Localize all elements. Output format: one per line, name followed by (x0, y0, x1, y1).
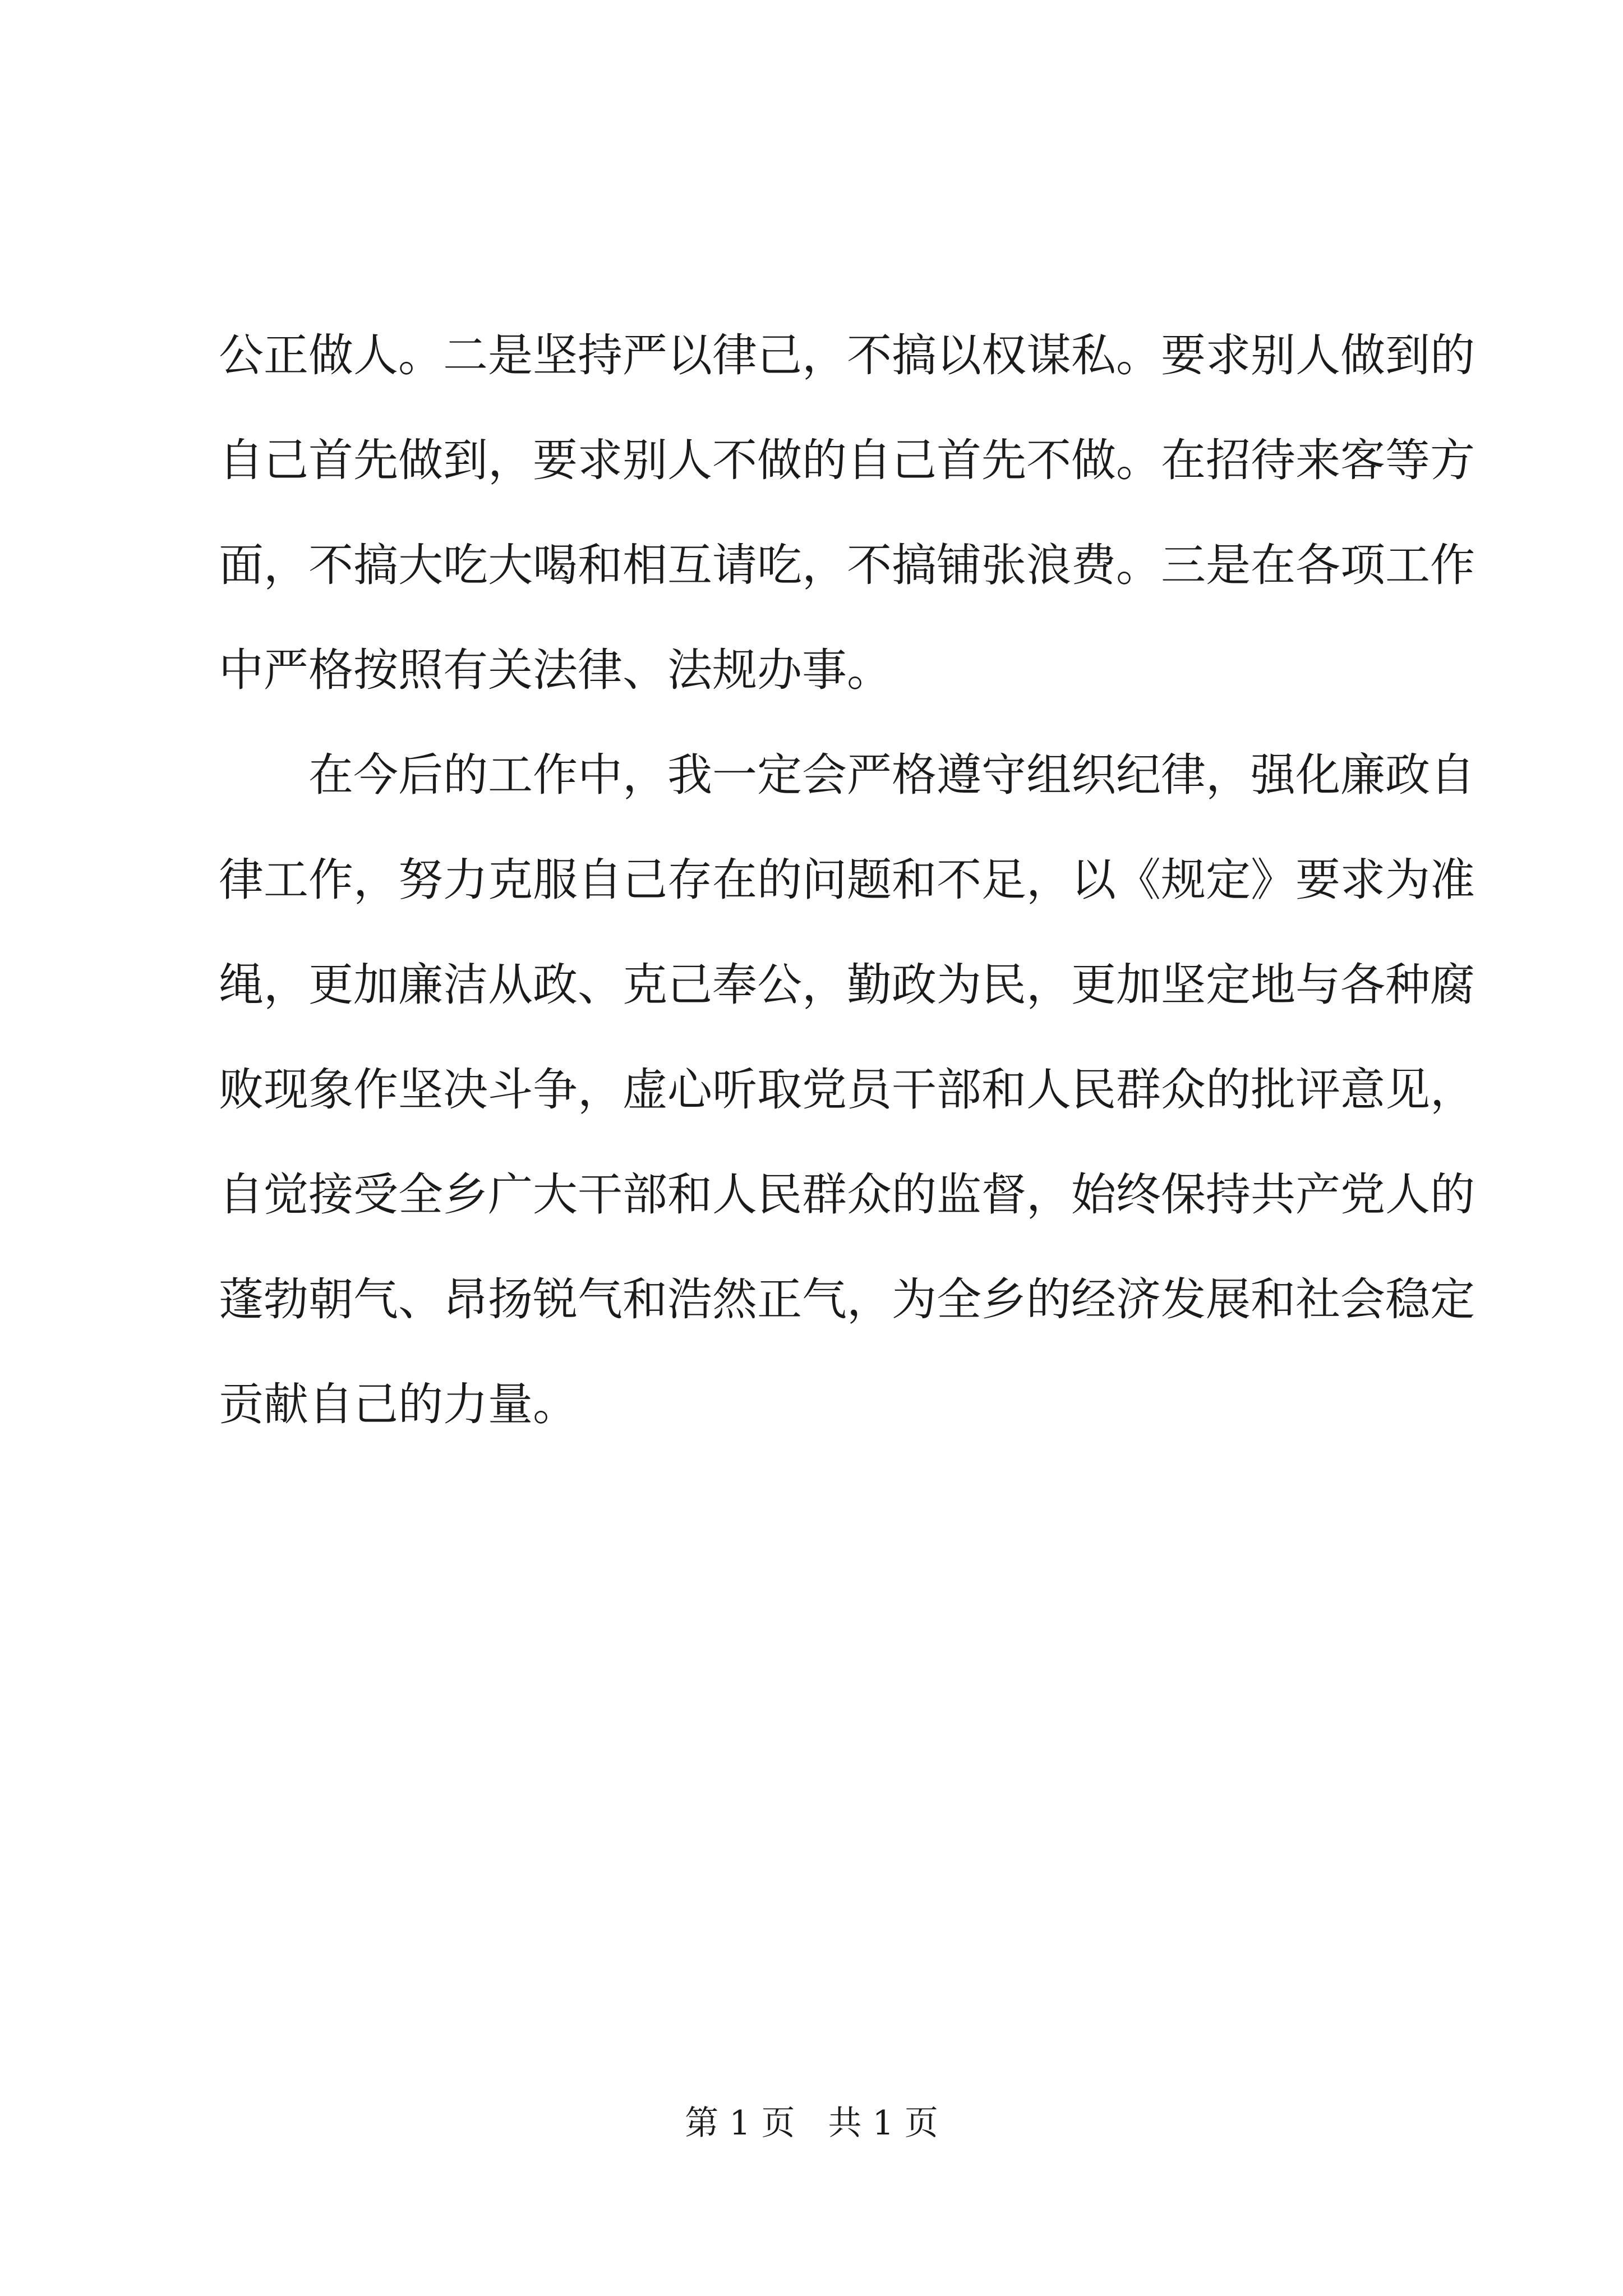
text-line: 败现象作坚决斗争，虚心听取党员干部和人民群众的批评意见， (219, 1064, 1475, 1116)
text-line: 蓬勃朝气、昂扬锐气和浩然正气，为全乡的经济发展和社会稳定 (219, 1273, 1475, 1326)
text-line: 贡献自己的力量。 (219, 1378, 578, 1430)
text-line: 公正做人。二是坚持严以律己，不搞以权谋私。要求别人做到的 (219, 329, 1475, 381)
text-line: 面，不搞大吃大喝和相互请吃，不搞铺张浪费。三是在各项工作 (219, 539, 1475, 591)
paragraph-2 (219, 723, 1475, 1457)
text-line: 律工作，努力克服自己存在的问题和不足，以《规定》要求为准 (219, 854, 1475, 906)
text-line: 中严格按照有关法律、法规办事。 (219, 644, 892, 696)
text-line: 绳，更加廉洁从政、克己奉公，勤政为民，更加坚定地与各种腐 (219, 959, 1475, 1011)
page-number-current: 第 1 页 (685, 2104, 795, 2143)
paragraph-1 (219, 303, 1475, 723)
text-line: 在今后的工作中，我一定会严格遵守组织纪律，强化廉政自 (308, 749, 1475, 801)
body-text (219, 303, 1475, 1457)
page-number-total: 共 1 页 (828, 2104, 938, 2143)
page-footer (0, 2101, 1623, 2146)
text-line: 自己首先做到，要求别人不做的自己首先不做。在招待来客等方 (219, 434, 1475, 486)
text-line: 自觉接受全乡广大干部和人民群众的监督，始终保持共产党人的 (219, 1168, 1475, 1221)
